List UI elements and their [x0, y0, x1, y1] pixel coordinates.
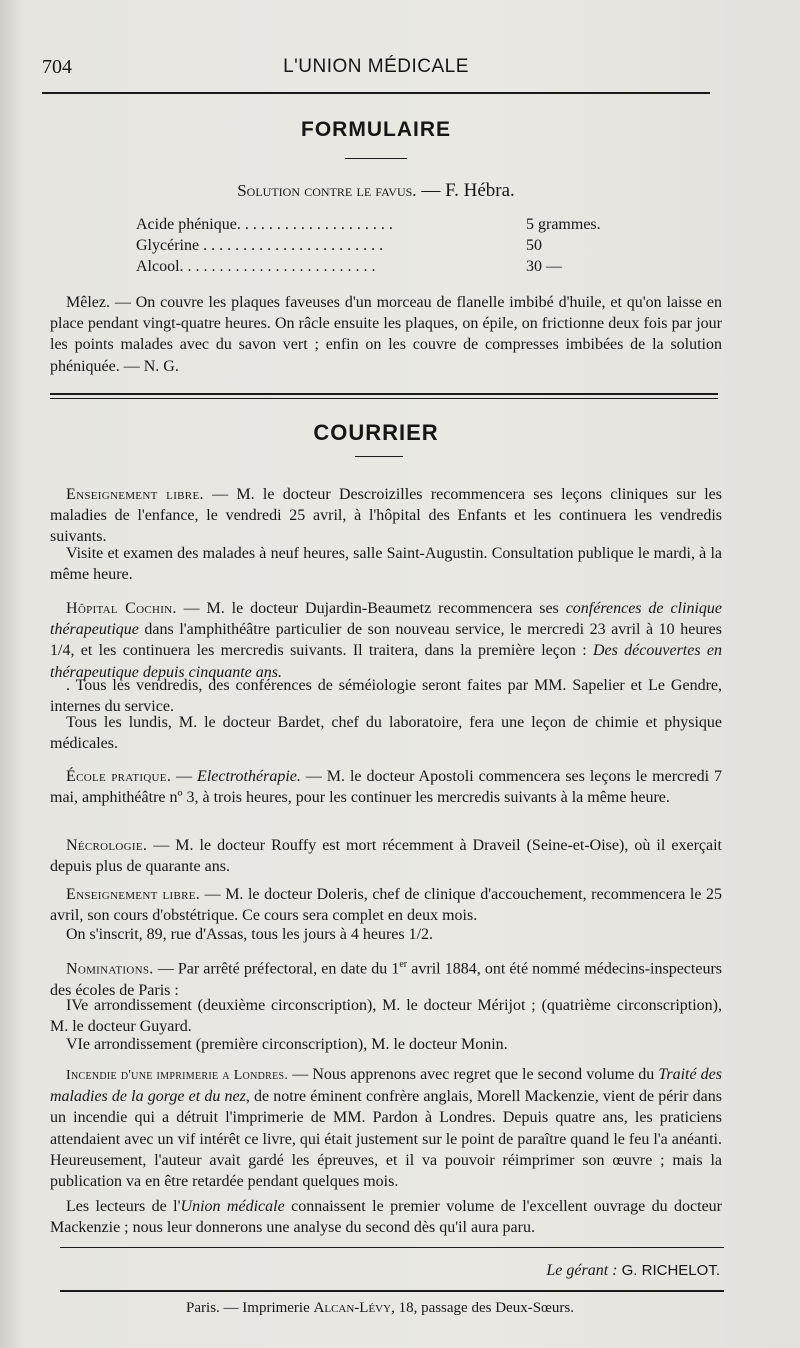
item-lead: École pratique. [66, 768, 172, 785]
item-text: — M. le docteur Dujardin-Beaumetz recommencera ses [176, 600, 566, 617]
ingredient-name: Glycérine . . . . . . . . . . . . . . . . . . . . . . . [136, 237, 384, 254]
item-italic: Des découvertes en thérapeutique depuis cinquante ans. [50, 642, 722, 681]
ingredient-name: Alcool. . . . . . . . . . . . . . . . . . . . . . . . . [136, 258, 376, 275]
ingredient-qty: 5 grammes. [526, 216, 601, 233]
courrier-item [50, 712, 722, 754]
courrier-item [50, 543, 722, 585]
imprint-text: , 18, passage des Deux-Sœurs. [391, 1300, 574, 1316]
item-lead: Hôpital Cochin. [66, 600, 177, 617]
courrier-item [50, 598, 722, 683]
item-text: IVe arrondissement (deuxième circonscription), M. le docteur Mérijot ; (quatrième circonscription), M. le docteur Guyard. [50, 997, 722, 1036]
item-text: Visite et examen des malades à neuf heures, salle Saint-Augustin. Consultation publique le mardi, à la même heure. [50, 545, 722, 584]
courrier-item [50, 884, 722, 926]
item-text: — M. le docteur Descroizilles recommencera ses leçons cliniques sur les maladies de l'enfance, le vendredi 25 avril, à l'hôpital des Enfants et les continuera les vendredis suivants. [50, 486, 722, 546]
imprint-printer: Alcan-Lévy [313, 1300, 392, 1316]
signature [440, 1262, 720, 1280]
printer-imprint [42, 1300, 718, 1317]
item-lead: Nécrologie. [66, 837, 148, 854]
item-text: — [171, 768, 198, 785]
imprint-text: Paris. — Imprimerie [186, 1300, 314, 1316]
item-lead: Enseignement libre. [66, 886, 201, 903]
item-text: — Par arrêté préfectoral, en date du 1 [153, 960, 400, 978]
page-number: 704 [42, 56, 72, 78]
item-text: — M. le docteur Apostoli commencera ses leçons le mercredi 7 mai, amphithéâtre nº 3, à trois heures, pour les continuer les mercredis suivants à la même heure. [50, 768, 722, 807]
item-text: . Tous les vendredis, des conférences de séméiologie seront faites par MM. Sapelier et Le Gendre, internes du service. [50, 677, 722, 716]
item-italic: Union médicale [180, 1198, 285, 1215]
item-lead: Nominations. [66, 960, 154, 978]
item-text: — M. le docteur Rouffy est mort récemment à Draveil (Seine-et-Oise), où il exerçait depuis plus de quarante ans. [50, 837, 722, 876]
item-text: Tous les lundis, M. le docteur Bardet, chef du laboratoire, fera une leçon de chimie et physique médicales. [50, 714, 722, 753]
recipe-author: — F. Hébra. [416, 180, 515, 201]
item-italic: conférences de clinique thérapeutique [50, 600, 722, 639]
courrier-item [50, 1196, 722, 1238]
item-superscript: er [399, 959, 408, 970]
ingredient-name: Acide phénique. . . . . . . . . . . . . . . . . . . . [136, 216, 393, 233]
item-lead: Enseignement libre. [66, 486, 204, 503]
courrier-item [50, 995, 722, 1037]
item-text: On s'inscrit, 89, rue d'Assas, tous les jours à 4 heures 1/2. [66, 926, 434, 943]
section-double-rule-bottom [50, 398, 718, 399]
section-double-rule-top [50, 393, 718, 395]
item-text: dans l'amphithéâtre particulier de son nouveau service, le mercredi 23 avril à 10 heures 1/4, et les continuera les mercredis suivants. Il traitera, dans la première leçon : [50, 621, 722, 660]
item-text: VIe arrondissement (première circonscription), M. le docteur Monin. [66, 1036, 508, 1053]
signature-label: Le gérant : [546, 1262, 618, 1279]
courrier-item [50, 766, 722, 808]
item-text: — Nous apprenons avec regret que le second volume du [288, 1066, 659, 1083]
courrier-item [50, 924, 722, 945]
imprint-rule [60, 1290, 724, 1292]
journal-title: L'UNION MÉDICALE [283, 56, 469, 77]
recipe-name: Solution contre le favus. [237, 181, 417, 200]
courrier-item [50, 484, 722, 548]
page-header [42, 56, 710, 86]
item-lead: Incendie d'une imprimerie a Londres. [66, 1068, 289, 1083]
item-italic: Electrothérapie. [197, 768, 301, 785]
courrier-heading: COURRIER [313, 420, 439, 445]
signature-name: G. RICHELOT. [617, 1262, 720, 1279]
formulaire-short-rule [345, 158, 407, 159]
item-italic: Traité des maladies de la gorge et du nez [50, 1066, 723, 1106]
courrier-item [50, 1034, 722, 1055]
item-text: connaissent le premier volume de l'excellent ouvrage du docteur Mackenzie ; nous leur donnerons une analyse du second dès qu'il aura paru. [50, 1198, 723, 1237]
courrier-item [50, 835, 722, 877]
header-rule [42, 92, 710, 94]
courrier-item [50, 954, 722, 1001]
closing-rule [60, 1247, 724, 1248]
ingredient-qty: 30 — [526, 258, 562, 275]
recipe-subtitle [42, 180, 710, 202]
item-text: avril 1884, ont été nommé médecins-inspecteurs des écoles de Paris : [50, 960, 723, 999]
formulaire-heading: FORMULAIRE [301, 118, 451, 141]
item-text: Les lecteurs de l' [66, 1198, 181, 1215]
ingredient-qty: 50 [526, 237, 542, 254]
courrier-item [50, 1064, 722, 1192]
item-text: — M. le docteur Doleris, chef de clinique d'accouchement, recommencera le 25 avril, son cours d'obstétrique. Ce cours sera complet en deux mois. [50, 886, 723, 925]
item-text: , de notre éminent confrère anglais, Morell Mackenzie, vient de périr dans un incendie qui a détruit l'imprimerie de MM. Pardon à Londres. Depuis quatre ans, les praticiens attendaient avec un vif intérêt ce livre, qui était justement sur le point de paraître quand le feu l'a anéanti. Heureusement, l'auteur avait gardé les épreuves, et il va pouvoir réimprimer son œuvre ; mais la publication va en être retardée pendant quelques mois. [50, 1088, 722, 1191]
instructions-text: Mêlez. — On couvre les plaques faveuses d'un morceau de flanelle imbibé d'huile, et qu'on laisse en place pendant vingt-quatre heures. On râcle ensuite les plaques, on épile, on frictionne deux fois par jour les points malades avec du savon vert ; enfin on les couvre de compresses imbibées de la solution phéniquée. — N. G. [50, 294, 722, 375]
recipe-instructions [50, 292, 722, 377]
courrier-short-rule [355, 456, 403, 457]
